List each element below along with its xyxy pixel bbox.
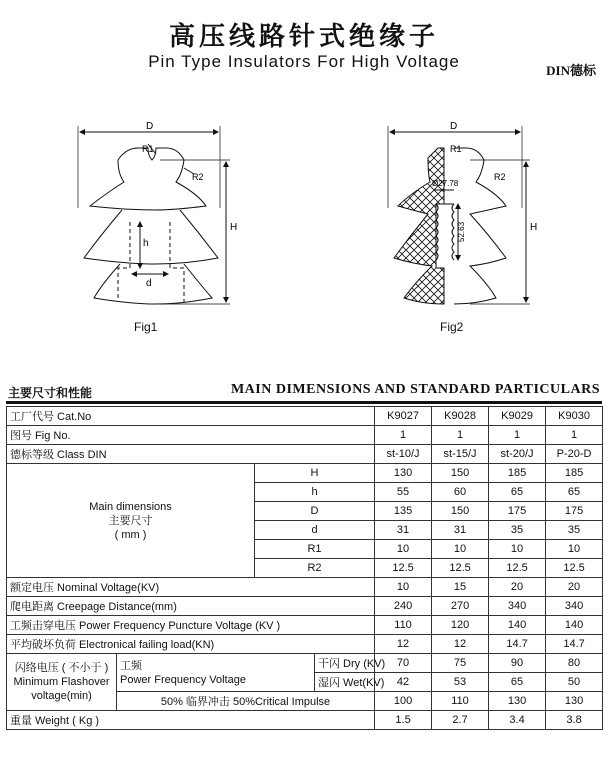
flashover-label-unit: voltage(min) — [31, 690, 92, 702]
dry-value: 80 — [546, 654, 603, 673]
row-value: 340 — [546, 597, 603, 616]
dim-value: 135 — [375, 502, 432, 521]
wet-label: 湿闪 Wet(KV) — [315, 673, 375, 692]
figure-2-drawing — [370, 118, 550, 318]
cat-value: K9029 — [489, 407, 546, 426]
dim-value: 150 — [432, 502, 489, 521]
pf-label-en: Power Frequency Voltage — [120, 673, 246, 686]
cat-label: 工厂代号 Cat.No — [7, 407, 375, 426]
impulse-value: 130 — [489, 692, 546, 711]
row-value: 240 — [375, 597, 432, 616]
row-value: 14.7 — [546, 635, 603, 654]
table-row — [7, 635, 603, 654]
dim-value: 10 — [375, 540, 432, 559]
fig2-dim-bore: Ø27.78 — [432, 179, 459, 188]
dry-value: 90 — [489, 654, 546, 673]
table-row — [7, 616, 603, 635]
dim-value: 60 — [432, 483, 489, 502]
dry-value: 70 — [375, 654, 432, 673]
wet-value: 65 — [489, 673, 546, 692]
page-title-cn: 高压线路针式绝缘子 — [168, 22, 439, 52]
row-value: 110 — [375, 616, 432, 635]
wet-value: 42 — [375, 673, 432, 692]
section-title-cn: 主要尺寸和性能 — [8, 386, 93, 400]
class-value: st-15/J — [432, 445, 489, 464]
table-row — [7, 654, 603, 673]
dim-value: 65 — [546, 483, 603, 502]
dim-name: R1 — [255, 540, 375, 559]
wet-value: 50 — [546, 673, 603, 692]
fig-value: 1 — [432, 426, 489, 445]
row-label: 额定电压 Nominal Voltage(KV) — [7, 578, 375, 597]
table-row — [7, 426, 603, 445]
row-label: 工频击穿电压 Power Frequency Puncture Voltage (KV ) — [7, 616, 375, 635]
table-row — [7, 711, 603, 730]
impulse-value: 130 — [546, 692, 603, 711]
pf-label-cn: 工频 — [120, 659, 142, 672]
cat-value: K9028 — [432, 407, 489, 426]
row-value: 15 — [432, 578, 489, 597]
weight-value: 3.4 — [489, 711, 546, 730]
dim-name: D — [255, 502, 375, 521]
dim-value: 55 — [375, 483, 432, 502]
flashover-label — [7, 654, 117, 711]
impulse-value: 110 — [432, 692, 489, 711]
row-value: 14.7 — [489, 635, 546, 654]
class-value: P-20-D — [546, 445, 603, 464]
dry-value: 75 — [432, 654, 489, 673]
class-value: st-10/J — [375, 445, 432, 464]
main-dims-label-cn: 主要尺寸 — [108, 514, 153, 527]
dry-label: 干闪 Dry (KV) — [315, 654, 375, 673]
dim-value: 130 — [375, 464, 432, 483]
fig-value: 1 — [375, 426, 432, 445]
dim-value: 150 — [432, 464, 489, 483]
main-dims-label-unit: ( mm ) — [114, 528, 147, 541]
pf-label — [117, 654, 315, 692]
fig1-dim-D: D — [146, 121, 154, 132]
row-label: 平均破坏负荷 Electronical failing load(KN) — [7, 635, 375, 654]
fig2-dim-R2: R2 — [494, 172, 506, 182]
fig1-dim-H: H — [230, 222, 238, 233]
impulse-value: 100 — [375, 692, 432, 711]
row-value: 10 — [375, 578, 432, 597]
dim-value: 31 — [375, 521, 432, 540]
dim-value: 12.5 — [375, 559, 432, 578]
row-value: 340 — [489, 597, 546, 616]
row-value: 140 — [489, 616, 546, 635]
section-divider — [6, 401, 602, 404]
spec-table — [6, 406, 603, 730]
dim-value: 35 — [546, 521, 603, 540]
row-value: 120 — [432, 616, 489, 635]
dim-value: 12.5 — [489, 559, 546, 578]
weight-value: 2.7 — [432, 711, 489, 730]
dim-value: 12.5 — [546, 559, 603, 578]
fig-value: 1 — [489, 426, 546, 445]
figure-2-label: Fig2 — [440, 320, 464, 334]
fig2-dim-R1: R1 — [450, 144, 462, 154]
dim-value: 175 — [546, 502, 603, 521]
row-label: 爬电距离 Creepage Distance(mm) — [7, 597, 375, 616]
fig-label: 图号 Fig No. — [7, 426, 375, 445]
dim-value: 65 — [489, 483, 546, 502]
cat-value: K9030 — [546, 407, 603, 426]
fig2-dim-depth: 52.63 — [457, 221, 466, 242]
fig1-dim-h: h — [143, 238, 149, 249]
dim-value: 35 — [489, 521, 546, 540]
dim-name: d — [255, 521, 375, 540]
dim-value: 185 — [546, 464, 603, 483]
flashover-label-cn: 闪络电压 ( 不小于 ) — [14, 662, 109, 674]
dim-value: 12.5 — [432, 559, 489, 578]
fig-value: 1 — [546, 426, 603, 445]
row-value: 20 — [546, 578, 603, 597]
impulse-label: 50% 临界冲击 50%Critical Impulse — [117, 692, 375, 711]
page-title-en: Pin Type Insulators For High Voltage — [148, 52, 460, 71]
dim-value: 175 — [489, 502, 546, 521]
fig2-dim-D: D — [450, 121, 458, 132]
weight-value: 1.5 — [375, 711, 432, 730]
table-row — [7, 597, 603, 616]
table-row — [7, 407, 603, 426]
class-label: 德标等级 Class DIN — [7, 445, 375, 464]
table-row — [7, 464, 603, 483]
dim-value: 31 — [432, 521, 489, 540]
weight-label: 重量 Weight ( Kg ) — [7, 711, 375, 730]
fig1-dim-R2: R2 — [192, 172, 204, 182]
dim-value: 185 — [489, 464, 546, 483]
dim-value: 10 — [546, 540, 603, 559]
fig1-dim-d: d — [146, 278, 152, 289]
wet-value: 53 — [432, 673, 489, 692]
class-value: st-20/J — [489, 445, 546, 464]
section-title-en: MAIN DIMENSIONS AND STANDARD PARTICULARS — [230, 382, 600, 397]
weight-value: 3.8 — [546, 711, 603, 730]
fig1-dim-R1: R1 — [142, 144, 154, 154]
figure-1-label: Fig1 — [134, 320, 158, 334]
dim-name: R2 — [255, 559, 375, 578]
row-value: 270 — [432, 597, 489, 616]
row-value: 12 — [375, 635, 432, 654]
table-row — [7, 445, 603, 464]
row-value: 140 — [546, 616, 603, 635]
main-dims-label — [7, 464, 255, 578]
main-dims-label-en: Main dimensions — [89, 500, 172, 513]
dim-value: 10 — [489, 540, 546, 559]
table-row — [7, 578, 603, 597]
dim-name: H — [255, 464, 375, 483]
dim-name: h — [255, 483, 375, 502]
row-value: 20 — [489, 578, 546, 597]
figure-1-drawing — [60, 118, 240, 318]
standard-tag: DIN德标 — [546, 63, 596, 78]
flashover-label-en: Minimum Flashover — [13, 676, 110, 688]
cat-value: K9027 — [375, 407, 432, 426]
row-value: 12 — [432, 635, 489, 654]
fig2-dim-H: H — [530, 222, 538, 233]
dim-value: 10 — [432, 540, 489, 559]
